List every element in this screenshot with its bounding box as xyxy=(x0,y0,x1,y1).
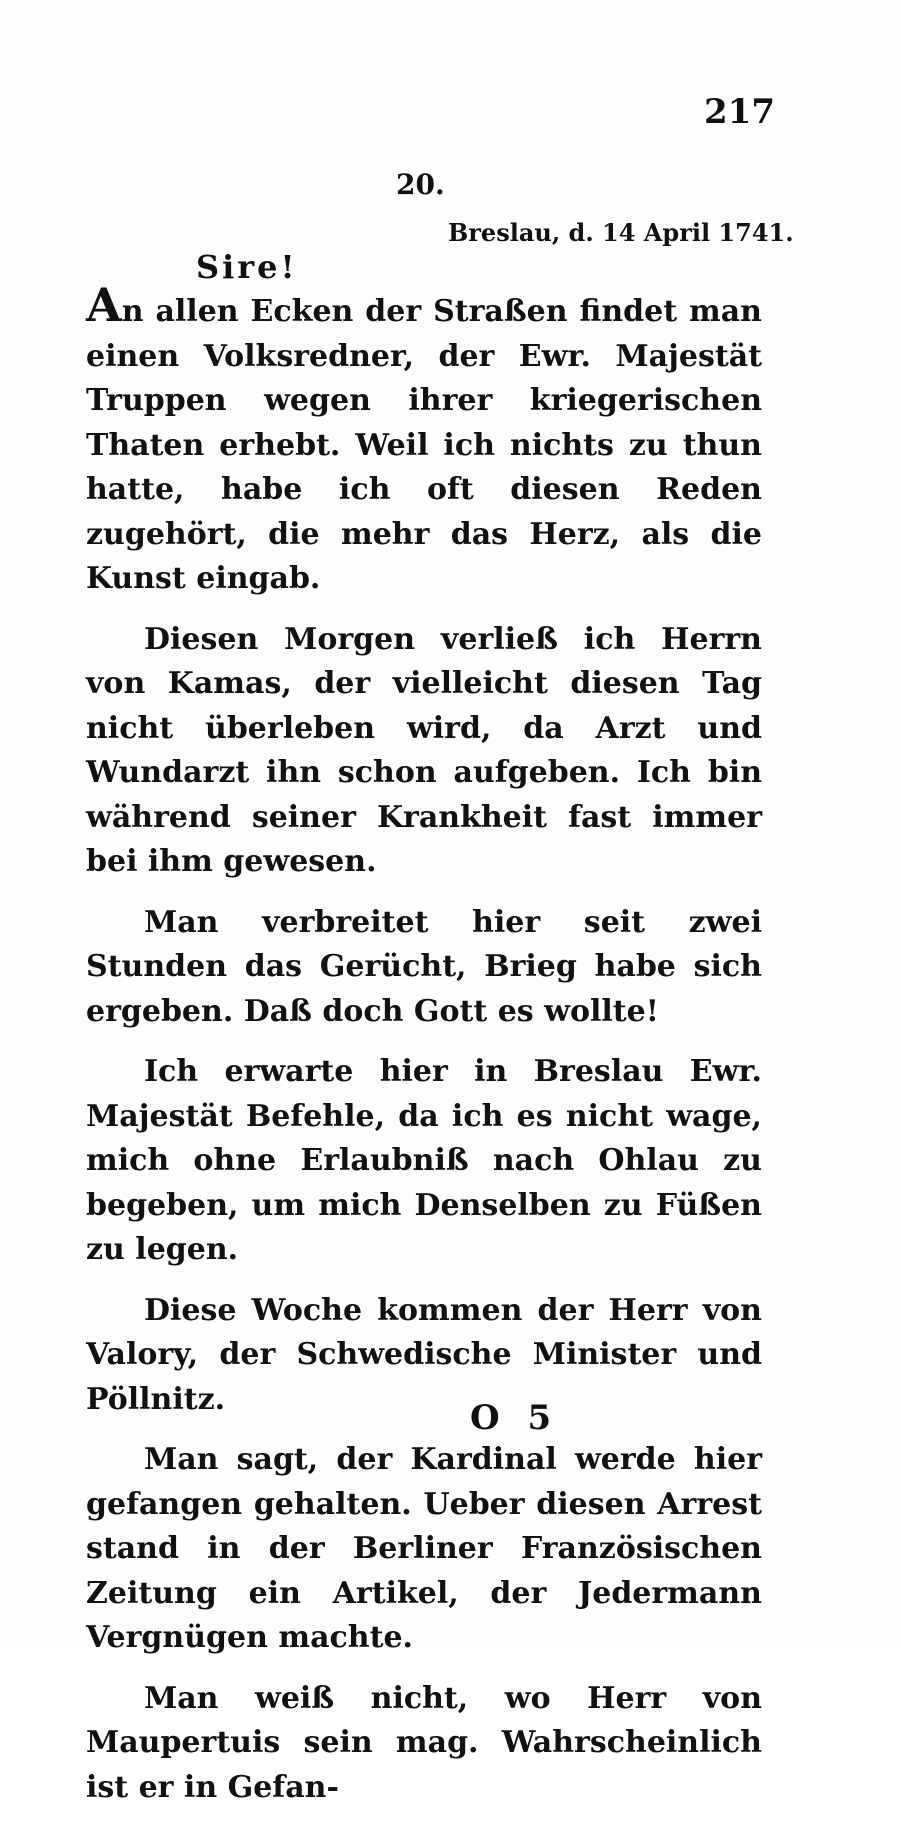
signature-mark: O 5 xyxy=(470,1398,560,1438)
paragraph-text: n allen Ecken der Straßen findet man einen Volksredner, der Ewr. Majestät Truppen wegen ihrer kriegerischen Thaten erhebt. Weil ich nichts zu thun hatte, habe ich oft diesen Reden zugehört, die mehr das Herz, als die Kunst eingab. xyxy=(86,294,762,596)
paragraph xyxy=(86,278,762,602)
paragraph: Diesen Morgen verließ ich Herrn von Kamas, der vielleicht diesen Tag nicht überleben wird, da Arzt und Wundarzt ihn schon aufgeben. Ich bin während seiner Krankheit fast immer bei ihm gewesen. xyxy=(86,621,762,879)
dateline: Breslau, d. 14 April 1741. xyxy=(448,218,794,247)
letter-body xyxy=(86,278,762,1826)
letter-number: 20. xyxy=(396,168,445,201)
salutation: Sire! xyxy=(196,248,298,286)
paragraph: Man weiß nicht, wo Herr von Maupertuis sein mag. Wahrscheinlich ist er in Gefan- xyxy=(86,1680,762,1805)
paragraph: Man verbreitet hier seit zwei Stunden das Gerücht, Brieg habe sich ergeben. Daß doch Gott es wollte! xyxy=(86,904,762,1029)
paragraph: Man sagt, der Kardinal werde hier gefangen gehalten. Ueber diesen Arrest stand in der Berliner Französischen Zeitung ein Artikel, der Jedermann Vergnügen machte. xyxy=(86,1442,762,1655)
page-number: 217 xyxy=(704,92,775,132)
paragraph: Ich erwarte hier in Breslau Ewr. Majestät Befehle, da ich es nicht wage, mich ohne Erlaubniß nach Ohlau zu begeben, um mich Denselben zu Füßen zu legen. xyxy=(86,1054,762,1267)
paragraph: Diese Woche kommen der Herr von Valory, der Schwedische Minister und Pöllnitz. xyxy=(86,1292,762,1417)
drop-cap: A xyxy=(86,278,122,332)
